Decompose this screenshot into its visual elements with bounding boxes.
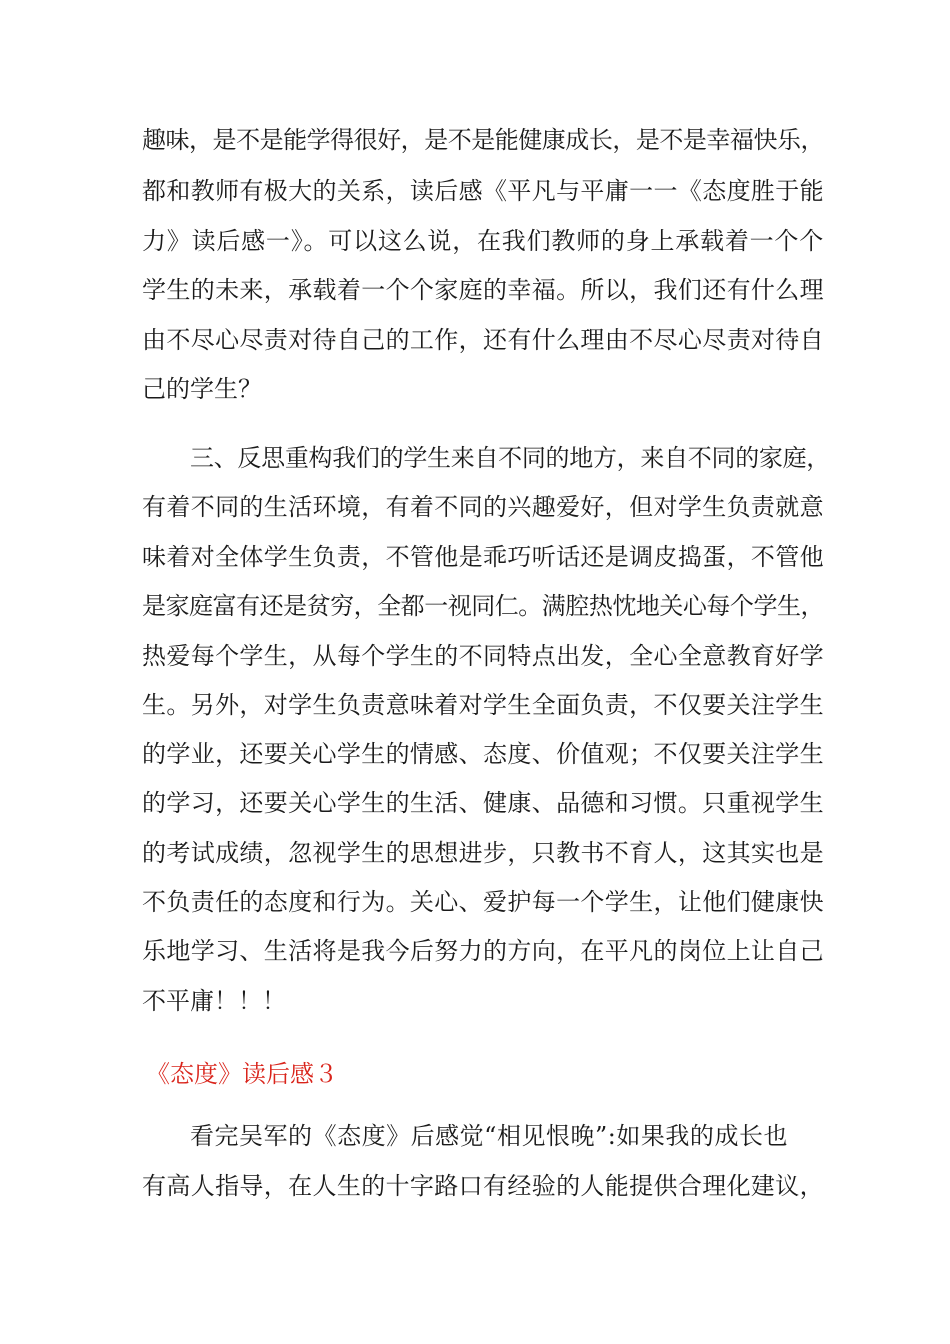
text-line: 有高人指导，在人生的十字路口有经验的人能提供合理化建议，: [142, 1172, 824, 1200]
text-line: 不负责任的态度和行为。关心、爱护每一个学生，让他们健康快: [142, 888, 824, 916]
text-line: 热爱每个学生，从每个学生的不同特点出发，全心全意教育好学: [142, 642, 824, 670]
text-line: 己的学生？: [142, 375, 262, 403]
text-line: 由不尽心尽责对待自己的工作，还有什么理由不尽心尽责对待自: [142, 326, 824, 354]
text-line: 是家庭富有还是贫穷，全都一视同仁。满腔热忱地关心每个学生，: [142, 592, 824, 620]
text-line: 都和教师有极大的关系，读后感《平凡与平庸一一《态度胜于能: [142, 177, 824, 205]
text-line: 的考试成绩，忽视学生的思想进步，只教书不育人，这其实也是: [142, 839, 824, 867]
text-line: 趣味，是不是能学得很好，是不是能健康成长，是不是幸福快乐，: [142, 126, 824, 154]
text-line: 生。另外，对学生负责意味着对学生全面负责，不仅要关注学生: [142, 691, 824, 719]
text-line: 三、反思重构我们的学生来自不同的地方，来自不同的家庭，: [190, 444, 831, 472]
text-line: 的学习，还要关心学生的生活、健康、品德和习惯。只重视学生: [142, 789, 824, 817]
text-line: 看完吴军的《态度》后感觉“相见恨晚”:如果我的成长也: [190, 1122, 788, 1150]
text-line: 学生的未来，承载着一个个家庭的幸福。所以，我们还有什么理: [142, 276, 824, 304]
text-line: 有着不同的生活环境，有着不同的兴趣爱好，但对学生负责就意: [142, 493, 824, 521]
text-line: 乐地学习、生活将是我今后努力的方向，在平凡的岗位上让自己: [142, 937, 824, 965]
text-line: 力》读后感一》。可以这么说，在我们教师的身上承载着一个个: [142, 227, 825, 255]
text-line: 的学业，还要关心学生的情感、态度、价值观；不仅要关注学生: [142, 740, 824, 768]
text-line: 味着对全体学生负责，不管他是乖巧听话还是调皮捣蛋，不管他: [142, 543, 824, 571]
text-line: 不平庸！！！: [142, 987, 286, 1015]
section-heading: 《态度》读后感３: [146, 1060, 338, 1088]
